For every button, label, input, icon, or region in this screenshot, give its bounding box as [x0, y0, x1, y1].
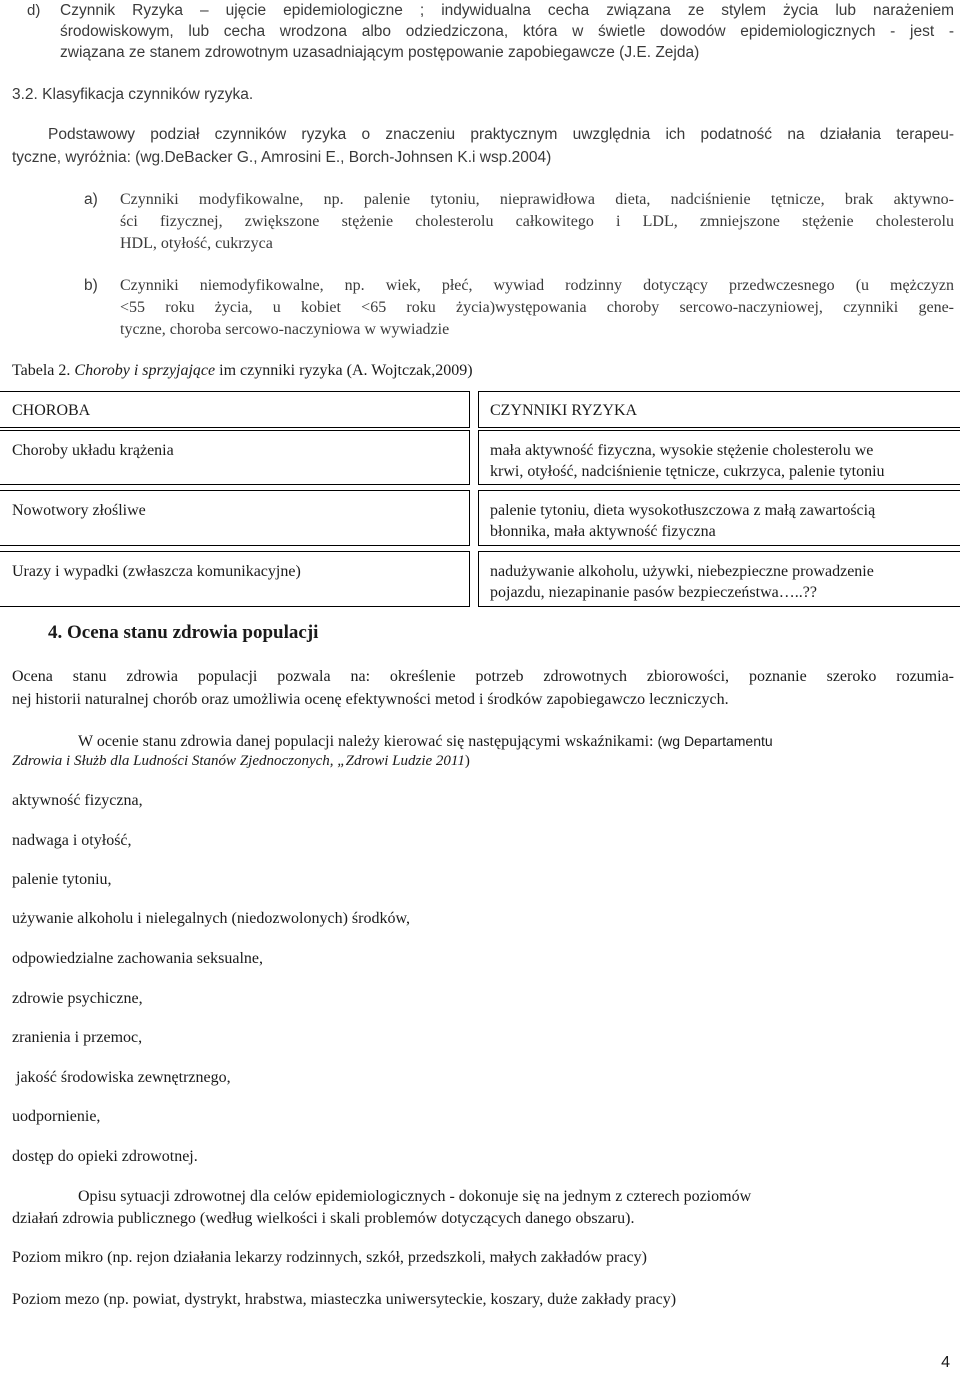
classification-intro-line2: tyczne, wyróżnia: (wg.DeBacker G., Amrosini E., Borch-Johnsen K.i wsp.2004) — [12, 149, 552, 166]
levels-para-line2: działań zdrowia publicznego (według wielkości i skali problemów dotyczących danego obszaru). — [12, 1210, 635, 1227]
section-heading-4: 4. Ocena stanu zdrowia populacji — [48, 622, 319, 643]
item-a-label: a) — [84, 191, 98, 208]
item-d-label: d) — [27, 2, 41, 19]
section-heading-3-2: 3.2. Klasyfikacja czynników ryzyka. — [12, 86, 254, 103]
indicators-ref-italic: Zdrowia i Służb dla Ludności Stanów Zjednoczonych, „Zdrowi Ludzie 2011 — [12, 753, 465, 769]
table-row-2-risk-line2: błonnika, mała aktywność fizyczna — [490, 523, 716, 540]
page-number: 4 — [941, 1354, 950, 1371]
table-row-2-risk-line1: palenie tytoniu, dieta wysokotłuszczowa z małą zawartością — [490, 502, 876, 519]
indicators-ref-end: ) — [464, 753, 470, 769]
indicator-item: zranienia i przemoc, — [12, 1029, 143, 1046]
indicator-item: nadwaga i otyłość, — [12, 832, 132, 849]
indicator-item: uodpornienie, — [12, 1108, 101, 1125]
item-b-line3: tyczne, choroba sercowo-naczyniowa w wywiadzie — [120, 321, 450, 338]
table-row-1-disease: Choroby układu krążenia — [12, 442, 174, 459]
indicator-item: jakość środowiska zewnętrznego, — [12, 1069, 231, 1086]
item-a-line3: HDL, otyłość, cukrzyca — [120, 235, 273, 252]
table-header-risk: CZYNNIKI RYZYKA — [490, 402, 638, 419]
item-d-line1: Czynnik Ryzyka – ujęcie epidemiologiczne ; indywidualna cecha związana ze stylem życia lub narażeniem — [60, 2, 954, 19]
level-mezo: Poziom mezo (np. powiat, dystrykt, hrabstwa, miasteczka uniwersyteckie, koszary, duże zakłady pracy) — [12, 1291, 677, 1308]
indicator-item: zdrowie psychiczne, — [12, 990, 143, 1007]
classification-intro-line1: Podstawowy podział czynników ryzyka o znaczeniu praktycznym uwzględnia ich podatność na działania terapeu- — [48, 126, 954, 143]
indicator-item: odpowiedzialne zachowania seksualne, — [12, 950, 264, 967]
indicator-item: palenie tytoniu, — [12, 871, 112, 888]
item-a-line1: Czynniki modyfikowalne, np. palenie tytoniu, nieprawidłowa dieta, nadciśnienie tętnicze, brak aktywno- — [120, 191, 954, 208]
indicator-item: używanie alkoholu i nielegalnych (niedozwolonych) środków, — [12, 910, 410, 927]
item-a-line2: ści fizycznej, zwiększone stężenie cholesterolu całkowitego i LDL, zmniejszone stężenie cholesterolu — [120, 213, 954, 230]
table-row-1-risk-line2: krwi, otyłość, nadciśnienie tętnicze, cukrzyca, palenie tytoniu — [490, 463, 885, 480]
table-caption-italic: Choroby i sprzyjające — [74, 362, 216, 379]
table-caption — [12, 360, 473, 381]
assessment-para-line2: nej historii naturalnej chorób oraz umożliwia ocenę efektywności metod i środków zapobiegawczo leczniczych. — [12, 691, 729, 708]
table-header-disease: CHOROBA — [12, 402, 91, 419]
levels-para-line1: Opisu sytuacji zdrowotnej dla celów epidemiologicznych - dokonuje się na jednym z czterech poziomów — [78, 1188, 752, 1205]
level-micro: Poziom mikro (np. rejon działania lekarzy rodzinnych, szkół, przedszkoli, małych zakładów pracy) — [12, 1249, 647, 1266]
indicators-intro-line2 — [12, 751, 470, 772]
assessment-para-line1: Ocena stanu zdrowia populacji pozwala na: określenie potrzeb zdrowotnych zbiorowości, poznanie szeroko rozumia- — [12, 668, 954, 685]
table-caption-suffix: im czynniki ryzyka (A. Wojtczak,2009) — [215, 362, 473, 379]
table-row-1-risk-line1: mała aktywność fizyczna, wysokie stężenie cholesterolu we — [490, 442, 874, 459]
item-b-line2: <55 roku życia, u kobiet <65 roku życia)występowania choroby sercowo-naczyniowej, czynniki gene- — [120, 299, 954, 316]
indicator-item: aktywność fizyczna, — [12, 792, 143, 809]
table-caption-prefix: Tabela 2. — [12, 362, 75, 379]
indicators-intro-text: W ocenie stanu zdrowia danej populacji należy kierować się następującymi wskaźnikami: — [78, 733, 658, 750]
table-row-3-disease: Urazy i wypadki (zwłaszcza komunikacyjne) — [12, 563, 301, 580]
table-row-2-disease: Nowotwory złośliwe — [12, 502, 146, 519]
table-row-3-risk-line2: pojazdu, niezapinanie pasów bezpieczeństwa…..?? — [490, 584, 817, 601]
indicator-item: dostęp do opieki zdrowotnej. — [12, 1148, 198, 1165]
table-row-3-risk-line1: nadużywanie alkoholu, używki, niebezpieczne prowadzenie — [490, 563, 874, 580]
item-d-line2: środowiskowym, lub cecha wrodzona albo odziedziczona, która w świetle dowodów epidemiologicznych - jest - — [60, 23, 954, 40]
indicators-ref-start: (wg Departamentu — [657, 733, 773, 749]
item-b-line1: Czynniki niemodyfikowalne, np. wiek, płeć, wywiad rodzinny dotyczący przedwczesnego (u mężczyzn — [120, 277, 954, 294]
item-b-label: b) — [84, 277, 98, 294]
indicators-intro-line1 — [78, 731, 954, 752]
item-d-line3: związana ze stanem zdrowotnym uzasadniającym postępowanie zapobiegawcze (J.E. Zejda) — [60, 44, 700, 61]
